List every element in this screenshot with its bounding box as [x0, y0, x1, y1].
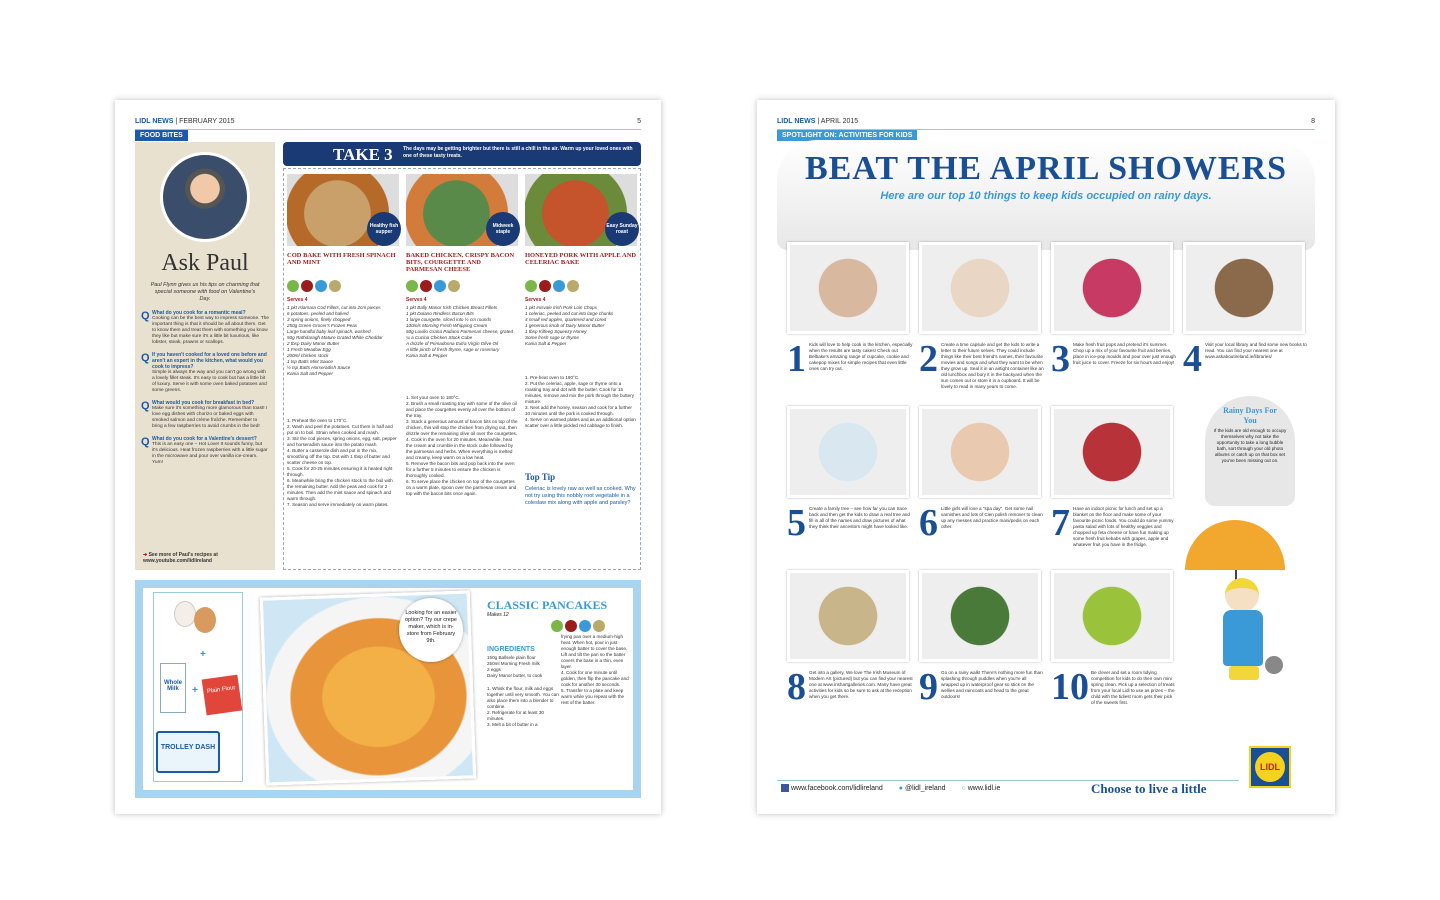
- tip-number: 7: [1051, 502, 1070, 544]
- question: What do you cook for a romantic meal?: [152, 310, 246, 316]
- question: What do you cook for a Valentine's dessert?: [152, 436, 257, 442]
- page-number: 5: [637, 118, 641, 125]
- egg-image: [174, 601, 196, 627]
- arrow-icon: ➔: [143, 552, 148, 558]
- trolley-dash-badge: TROLLEY DASH: [156, 731, 220, 773]
- issue-date: FEBRUARY 2015: [179, 118, 235, 125]
- ask-intro: Paul Flynn gives us his tips on charming that special someone with food on Valentine's Day.: [150, 282, 260, 302]
- question: What would you cook for breakfast in bed?: [152, 400, 255, 406]
- tip-photo: [919, 570, 1041, 662]
- footer-links: [781, 784, 1000, 792]
- tip-photo: [1051, 242, 1173, 334]
- twitter-link[interactable]: ● @lidl_ireland: [898, 784, 946, 792]
- girl-boots: [1229, 666, 1259, 680]
- answer: Simple is always the way and you can't go wrong with a lovely fillet steak. It's easy to cook but has a little bit of luxury. Serve it with some oven baked potatoes and some greens.: [152, 370, 267, 393]
- tip-number: 6: [919, 502, 938, 544]
- ingredients-title: INGREDIENTS: [487, 646, 535, 653]
- question: If you haven't cooked for a loved one before and aren't an expert in the kitchen, what would you cook to impress?: [152, 352, 267, 370]
- girl-head: [1225, 578, 1259, 612]
- tip-text: Visit your local library and find some new books to read. You can find your nearest one at www.askaboutireland.ie/libraries/: [1205, 342, 1307, 359]
- recipe-serves: Serves 4: [287, 297, 308, 303]
- recipe-serves: Serves 4: [525, 297, 546, 303]
- qa-item: [141, 436, 269, 466]
- tip-photo: [1183, 242, 1305, 334]
- carbs-badge: [593, 620, 605, 632]
- pancake-title: CLASSIC PANCAKES: [487, 598, 608, 612]
- see-more: [143, 552, 267, 564]
- pancake-method-2: frying pan over a medium-high heat. When hot, pour in just enough batter to cover the base. Lift and tilt the pan so the batter covers the base in a thin, even layer. 4. Cook for one minute until golden, then flip the pancake and cook for another 30 seconds. 5. Transfer to a plate and keep warm while you repeat with the rest of the batter.: [561, 634, 629, 705]
- tip-text: Have an indoor picnic for lunch and set up a blanket on the floor and make some of your favourite picnic foods. You could do some yummy pasta salad with lots of healthy veggies and chopped up feta cheese or have fun making up some fresh fruit kebabs with grapes, apple and whatever fruit you have in the fridge.: [1073, 506, 1174, 547]
- recipe-method: 1. Set your oven to 180°C. 2. Brush a small roasting tray with some of the olive oil and place the courgettes evenly all over the bottom of the tray. 3. Stack a generous amount of bacon bits on top of the chicken, this will stop the chicken from drying out, then drizzle over the remaining olive oil over the courgettes. 4. Cook in the oven for 20 minutes. Meanwhile, heat the cream and crumble in the stock cube followed by the parmesan and herbs. When everything is melted and creamy, keep warm on a low heat. 5. Remove the bacon bits and pop back into the oven for a further 5 minutes to ensure the chicken is thoroughly cooked. 6. To serve place the chicken on top of the courgettes on a warm plate, spoon over the parmesan cream and top with the bacon bits once again.: [406, 395, 518, 496]
- nutrition-badge: [420, 280, 432, 292]
- left-page: [115, 100, 661, 814]
- tip-number: 8: [787, 666, 806, 708]
- right-page: [757, 100, 1335, 814]
- web-link[interactable]: ○ www.lidl.ie: [961, 784, 1001, 792]
- pancake-method-1: 1. Whisk the flour, milk and eggs together until very smooth. You can also place them into a blender to combine. 2. Refrigerate for at least 30 minutes. 3. Melt a bit of butter in a: [487, 686, 559, 727]
- answer: Cooking can be the best way to impress someone. The important thing is that it should be all about them. Get to know them and treat them with something you know they like but make sure it's a little bit luxurious, like lobster, steak, prawns or scallops.: [152, 316, 269, 345]
- rainy-cloud: [1205, 396, 1295, 506]
- nutrition-badge: [434, 280, 446, 292]
- page-title: BEAT THE APRIL SHOWERS: [804, 150, 1288, 187]
- nutrition-badge: [287, 280, 299, 292]
- nutrition-badge: [329, 280, 341, 292]
- nutrition-badge: [567, 280, 579, 292]
- crepe-bubble: Looking for an easier option? Try our crepe maker, which is in-store from February 9th.: [399, 598, 463, 662]
- nutrition-badges: [287, 280, 343, 292]
- recipe-title: BAKED CHICKEN, CRISPY BACON BITS, COURGETTE AND PARMESAN CHEESE: [406, 252, 515, 273]
- web-icon: ○: [961, 784, 966, 792]
- page-number: 8: [1311, 118, 1315, 125]
- issue-date: APRIL 2015: [820, 118, 859, 125]
- section-tag: FOOD BITES: [135, 130, 188, 141]
- egg-image: [194, 607, 216, 633]
- tip-photo: [919, 406, 1041, 498]
- nutrition-badge: [406, 280, 418, 292]
- pancake-inner: [143, 588, 633, 790]
- qa-item: [141, 310, 269, 346]
- nutrition-badge: [553, 280, 565, 292]
- tip-text: Be clever and set a room tidying competition for kids to do their own mini spring clean. Pick up a selection of treats from your local Lidl to use as prizes – the child with the tidiest room gets their pick of the sweets first.: [1091, 670, 1175, 705]
- nutrition-badges: [551, 620, 607, 632]
- pancake-section: [135, 580, 641, 798]
- tip-text: Create a time capsule and get the kids to write a letter to their future selves. They could include things like their best friend's names, their favourite movies and songs and what they want to be when they grow up. Seal it in an airtight container like an old lunchbox and bury it in the backyard when the sun comes out or store it in a cupboard. It will be lovely to read in many years to come.: [941, 342, 1044, 389]
- paul-photo: [160, 152, 250, 242]
- recipe-badge: Healthy fish supper: [367, 212, 401, 246]
- top-tip-text: Celeriac is lovely raw as well as cooked. Why not try using this nobbly root vegetable in a coleslaw mix along with apple and parsley?: [525, 486, 636, 506]
- flour-bag: Plain Flour: [202, 675, 243, 716]
- recipe-serves: Serves 4: [406, 297, 427, 303]
- fat-badge: [579, 620, 591, 632]
- tip-number: 1: [787, 338, 806, 380]
- tip-photo: [1051, 570, 1173, 662]
- milk-carton: Whole Milk: [160, 663, 186, 713]
- qa-list: [141, 310, 269, 472]
- recipe-badge: Midweek staple: [486, 212, 520, 246]
- umbrella-illustration: [1185, 520, 1285, 570]
- q-icon: Q: [141, 400, 150, 412]
- nutrition-badge: [315, 280, 327, 292]
- nutrition-badge: [525, 280, 537, 292]
- tip-text: Little girls will love a "spa day". Get some nail varnishes and lots of Cien polish remover to clean up any messes and practice mani/pedis on each other.: [941, 506, 1043, 529]
- recipe-title: COD BAKE WITH FRESH SPINACH AND MINT: [287, 252, 396, 266]
- q-icon: Q: [141, 352, 150, 364]
- recipe-method: 1. Preheat the oven to 170°C. 2. Wash and peel the potatoes. Cut them in half and put on to boil. Strain when cooked and mash. 3. Stir the cod pieces, spring onions, egg, salt, pepper and horseradish sauce into the potato mash. 4. Butter a casserole dish and put in the mix, smoothing off the top. Dot with 1 tbsp of butter and scatter cheese on top. 5. Cook for 20-25 minutes ensuring it is heated right through. 6. Meanwhile bring the chicken stock to the boil with the remaining butter. Add the peas and cook for 2 minutes. Then add the mint sauce and spinach and warm through. 7. Season and serve immediately on warm plates.: [287, 418, 397, 507]
- q-icon: Q: [141, 436, 150, 448]
- nutrition-badge: [539, 280, 551, 292]
- tip-photo: [1051, 406, 1173, 498]
- tip-number: 2: [919, 338, 938, 380]
- nutrition-badges: [525, 280, 581, 292]
- trolley-dash-box: [153, 592, 243, 782]
- tip-text: Make fresh fruit pops and pretend it's summer. Chop up a mix of your favourite fruit and berries, place in ice-pop moulds and pour over just enough fruit juice to cover. Freeze for six hours and enjoy!: [1073, 342, 1176, 365]
- recipe-method: 1. Pre-heat oven to 190°C. 2. Put the celeriac, apple, sage or thyme onto a roasting tray and dot with the butter. Cook for 15 minutes, remove and mix the pork through the buttery mixture. 3. Next add the honey, season and cook for a further 10 minutes until the pork is cooked through. 4. Serve on warmed plates and as an additional option scatter over a little pickled red cabbage to finish.: [525, 375, 636, 428]
- twitter-icon: ●: [898, 784, 904, 792]
- brand: LIDL NEWS: [777, 118, 816, 125]
- tip-photo: [787, 242, 909, 334]
- tip-photo: [787, 406, 909, 498]
- tip-text: Create a family tree – see how far you can trace back and then get the kids to draw a real tree and fill in all of the names and draw pictures of what they think their ancestors might have looked like.: [809, 506, 910, 529]
- tip-number: 9: [919, 666, 938, 708]
- take3-banner: [283, 142, 641, 166]
- page-subtitle: Here are our top 10 things to keep kids occupied on rainy days.: [880, 190, 1212, 202]
- take3-intro: The days may be getting brighter but there is still a chill in the air. Warm up your loved ones with one of these tasty treats.: [403, 146, 633, 159]
- page-header: LIDL NEWS | FEBRUARY 2015 5: [135, 118, 641, 130]
- pancake-ingredients: 150g Ballsele plain flour 250ml Morning Fresh milk 2 eggs Dairy Manor butter, to cook: [487, 655, 543, 678]
- tip-number: 3: [1051, 338, 1070, 380]
- recipe-title: HONEYED PORK WITH APPLE AND CELERIAC BAKE: [525, 252, 637, 266]
- qa-item: [141, 400, 269, 430]
- plus-icon: +: [200, 649, 206, 660]
- tip-text: Kids will love to help cook in the kitchen, especially when the results are tasty cakes! Check out Belbake's amazing range of cupcake, cookie and cakepop mixes for simple recipes that even little ones can try out.: [809, 342, 913, 371]
- protein-badge: [565, 620, 577, 632]
- tip-photo: [787, 570, 909, 662]
- recipe-ingredients: 1 pkt Inisvale Irish Pork Loin Chops 1 celeriac, peeled and cut into large chunks 4 small red apples, quartered and cored 1 generous knob of Dairy Manor Butter 1 tbsp Kilfeeg Squeezy Honey Some fresh sage or thyme Kania Salt & Pepper: [525, 305, 614, 346]
- tip-number: 5: [787, 502, 806, 544]
- girl-raincoat: [1223, 610, 1263, 666]
- lidl-logo: [1249, 746, 1291, 788]
- qa-item: [141, 352, 269, 394]
- take3-title: TAKE 3: [333, 145, 393, 164]
- nutrition-badge: [301, 280, 313, 292]
- tip-text: Get into a gallery. We love The Irish Museum of Modern Art (pictured) but you can find your nearest one at www.irishartgalleries.com. Many have great activities for kids so be sure to ask at the reception when you get there.: [809, 670, 913, 699]
- ask-title: Ask Paul: [161, 250, 249, 276]
- section-tag: SPOTLIGHT ON: ACTIVITIES FOR KIDS: [777, 130, 917, 141]
- pancake-makes: Makes 12: [487, 612, 509, 618]
- q-icon: Q: [141, 310, 150, 322]
- slogan: Choose to live a little: [1091, 781, 1207, 796]
- tip-number: 10: [1051, 666, 1089, 708]
- nutrition-badges: [406, 280, 462, 292]
- plus-icon: +: [192, 685, 198, 696]
- tip-text: Go on a rainy walk! There's nothing more fun than splashing through puddles when you're all wrapped up in waterproof gear so stick on the wellies and raincoats and head to the great outdoors!: [941, 670, 1043, 699]
- answer: Make sure it's something more glamorous than toast! I love egg dishes with chorizo or baked eggs with smoked salmon and crème fraîche. Remember to bring a few raspberries to avoid crumbs in the bed!: [152, 406, 268, 429]
- calories-badge: [551, 620, 563, 632]
- facebook-icon: [781, 784, 789, 792]
- facebook-link[interactable]: www.facebook.com/lidlireland: [781, 784, 883, 792]
- page-header: LIDL NEWS | APRIL 2015 8: [777, 118, 1315, 130]
- recipe-ingredients: 1 pkt Bally Manor Irish Chicken Breast Fillets 1 pkt Dulano Rindless Bacon Bits 1 large courgette, sliced into ½ cm rounds 100mls Morning Fresh Whipping Cream 50g Lovilio Grana Padano Parmesan cheese, grated ¼ a Cucina Chicken Stock Cube A drizzle of Primadonna Extra Virgin Olive Oil A little pinch of fresh thyme, sage or rosemary Kania Salt & Pepper: [406, 305, 514, 358]
- tip-number: 4: [1183, 338, 1202, 380]
- answer: This is an easy one – Hot Love! It sounds funny, but it's delicious. Heat frozen raspberries with a little sugar in the microwave and pour over vanilla ice-cream. Yum!: [152, 442, 268, 465]
- cat-illustration: [1265, 656, 1283, 674]
- nutrition-badge: [448, 280, 460, 292]
- rainy-text: If the kids are old enough to occupy themselves why not take the opportunity to take a long bubble bath, sort through your old photo albums or catch up on that box set you've been missing out on.: [1213, 428, 1287, 463]
- top-tip-title: Top Tip: [525, 472, 556, 482]
- brand: LIDL NEWS: [135, 118, 174, 125]
- rainy-title: Rainy Days For You: [1223, 406, 1277, 425]
- see-more-text[interactable]: See more of Paul's recipes at www.youtube.com/lidlireland: [143, 552, 218, 564]
- lidl-logo-text: LIDL: [1255, 752, 1285, 782]
- recipe-badge: Easy Sunday roast: [605, 212, 639, 246]
- recipe-ingredients: 1 pkt Islamara Cod Fillets, cut into 2cm pieces 6 potatoes, peeled and halved 3 spring onions, finely chopped 250g Green Grocer's Frozen Peas Large handful baby leaf spinach, washed 50g Rathdaragh Mature Grated White Cheddar 2 tbsp Dairy Manor Butter 1 Fresh Meadow Egg 200ml chicken stock 1 tsp Batts Mint Sauce ½ tsp Batts Horseradish Sauce Kania Salt and Pepper: [287, 305, 383, 376]
- tip-photo: [919, 242, 1041, 334]
- ask-paul-column: [135, 142, 275, 570]
